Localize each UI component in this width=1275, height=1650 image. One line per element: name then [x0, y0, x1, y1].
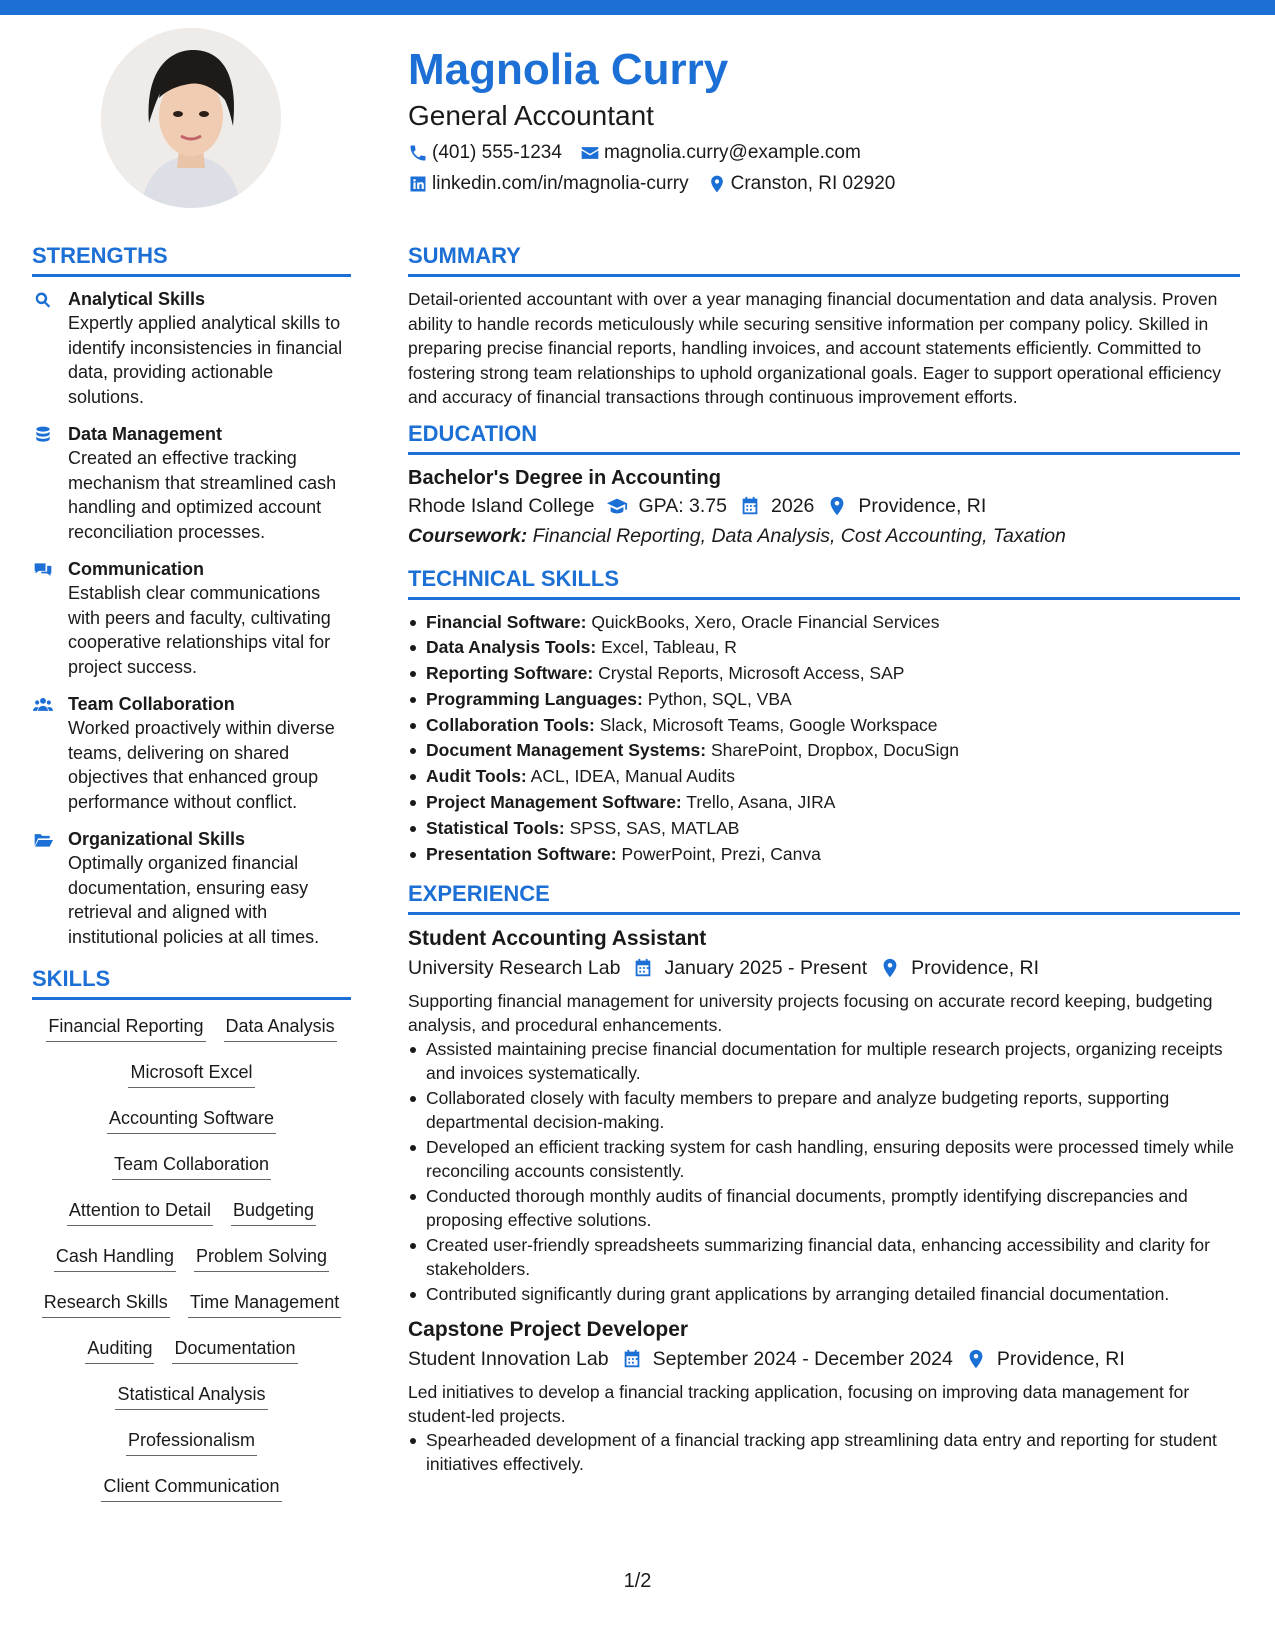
- profile-photo: [101, 28, 281, 208]
- skill-tag: Research Skills: [42, 1290, 170, 1318]
- summary-text: Detail-oriented accountant with over a year managing financial documentation and data analysis. Proven ability to handle records meticulously while securing sensitive information per company policy. Skilled in preparing precise financial reports, handling invoices, and account statements efficiently. Committed to fostering strong team relationships to uphold organizational goals. Eager to support operational efficiency and accuracy of financial transactions through continuous improvement efforts.: [408, 289, 1221, 407]
- resume-header: [408, 42, 1238, 196]
- job-meta: [408, 1344, 1240, 1374]
- tech-label: Project Management Software:: [426, 792, 682, 813]
- tech-label: Financial Software:: [426, 611, 587, 632]
- email-text[interactable]: magnolia.curry@example.com: [603, 142, 861, 163]
- location-contact: [707, 172, 896, 196]
- tech-value: ACL, IDEA, Manual Audits: [530, 766, 735, 787]
- comments-icon: [32, 560, 54, 580]
- coursework-label: Coursework:: [408, 524, 528, 547]
- skill-tag: Cash Handling: [54, 1244, 176, 1272]
- school-location: Providence, RI: [858, 494, 987, 517]
- list-item: Assisted maintaining precise financial documentation for multiple research projects, organizing receipts and invoices systematically.: [408, 1037, 1240, 1085]
- list-item: Spearheaded development of a financial tracking app streamlining data entry and reporting for student initiatives effectively.: [408, 1428, 1240, 1476]
- strength-title: Organizational Skills: [68, 829, 246, 849]
- strength-item: [32, 287, 351, 409]
- job-location: Providence, RI: [996, 1347, 1125, 1370]
- list-item: Contributed significantly during grant applications by arranging detailed financial documentation.: [408, 1282, 1240, 1306]
- skills-list: [32, 1014, 351, 1520]
- list-item: [408, 738, 1240, 762]
- summary-heading: SUMMARY: [408, 242, 1240, 277]
- strength-desc: Expertly applied analytical skills to identify inconsistencies in financial data, providing actionable solutions.: [68, 313, 343, 407]
- folder-open-icon: [32, 830, 54, 850]
- skill-tag: Time Management: [188, 1290, 341, 1318]
- list-item: [408, 790, 1240, 814]
- location-text: Cranston, RI 02920: [730, 173, 896, 194]
- strength-title: Data Management: [68, 424, 223, 444]
- skill-tag: Attention to Detail: [67, 1198, 213, 1226]
- strength-item: [32, 827, 351, 949]
- top-accent-bar: [0, 0, 1275, 15]
- experience-heading: EXPERIENCE: [408, 880, 1240, 915]
- skill-tag: Documentation: [172, 1336, 297, 1364]
- coursework-list: Financial Reporting, Data Analysis, Cost Accounting, Taxation: [532, 524, 1066, 547]
- school-name: Rhode Island College: [408, 494, 595, 517]
- tech-label: Document Management Systems:: [426, 740, 707, 761]
- job-title: Capstone Project Developer: [408, 1317, 689, 1341]
- contact-row-1: [408, 141, 1238, 165]
- page-number: 1/2: [623, 1570, 652, 1592]
- list-item: [408, 610, 1240, 634]
- candidate-name: Magnolia Curry: [408, 45, 729, 94]
- education-heading: EDUCATION: [408, 420, 1240, 455]
- tech-value: QuickBooks, Xero, Oracle Financial Services: [591, 611, 940, 632]
- strength-item: [32, 422, 351, 544]
- tech-label: Statistical Tools:: [426, 817, 565, 838]
- skill-tag: Professionalism: [126, 1428, 257, 1456]
- education-meta: [408, 491, 1240, 521]
- skill-tag: Problem Solving: [194, 1244, 329, 1272]
- map-marker-icon: [826, 495, 848, 517]
- skill-tag: Auditing: [85, 1336, 154, 1364]
- skill-tag: Data Analysis: [224, 1014, 337, 1042]
- email-contact[interactable]: [580, 141, 861, 165]
- skills-heading: SKILLS: [32, 965, 351, 1000]
- job-entry: [408, 1316, 1240, 1476]
- tech-value: Slack, Microsoft Teams, Google Workspace: [599, 714, 938, 735]
- phone-icon: [408, 143, 428, 163]
- right-column: [408, 242, 1240, 1486]
- job-org: University Research Lab: [408, 956, 621, 979]
- job-bullets: [408, 1428, 1240, 1476]
- technical-skills-heading: TECHNICAL SKILLS: [408, 565, 1240, 600]
- list-item: Conducted thorough monthly audits of financial documents, promptly identifying discrepancies and proposing effective solutions.: [408, 1184, 1240, 1232]
- job-location: Providence, RI: [911, 956, 1040, 979]
- coursework: [408, 521, 1240, 551]
- skill-tag: Microsoft Excel: [128, 1060, 254, 1088]
- graduation-cap-icon: [606, 495, 628, 517]
- calendar-icon: [739, 495, 761, 517]
- list-item: Developed an efficient tracking system for cash handling, ensuring deposits were processed timely while reconciling accounts consistently.: [408, 1135, 1240, 1183]
- tech-label: Collaboration Tools:: [426, 714, 595, 735]
- calendar-icon: [621, 1348, 643, 1370]
- technical-skills-list: [408, 610, 1240, 866]
- list-item: [408, 842, 1240, 866]
- tech-label: Audit Tools:: [426, 766, 527, 787]
- strength-title: Communication: [68, 559, 205, 579]
- skill-tag: Statistical Analysis: [115, 1382, 267, 1410]
- strength-desc: Establish clear communications with peers and faculty, cultivating cooperative relationships vital for project success.: [68, 583, 331, 677]
- tech-value: SharePoint, Dropbox, DocuSign: [710, 740, 960, 761]
- map-marker-icon: [879, 957, 901, 979]
- tech-value: Trello, Asana, JIRA: [686, 792, 836, 813]
- tech-label: Reporting Software:: [426, 663, 594, 684]
- contact-row-2: [408, 172, 1238, 196]
- job-description: Supporting financial management for university projects focusing on accurate record keeping, budgeting analysis, and procedural enhancements.: [408, 990, 1213, 1035]
- skill-tag: Financial Reporting: [46, 1014, 205, 1042]
- list-item: [408, 713, 1240, 737]
- map-marker-icon: [707, 174, 727, 194]
- list-item: [408, 764, 1240, 788]
- job-bullets: [408, 1037, 1240, 1306]
- search-icon: [32, 290, 54, 310]
- list-item: Created user-friendly spreadsheets summarizing financial data, enhancing accessibility and clarity for stakeholders.: [408, 1233, 1240, 1281]
- users-icon: [32, 695, 54, 715]
- linkedin-contact[interactable]: [408, 172, 689, 196]
- strength-desc: Created an effective tracking mechanism that streamlined cash handling and optimized account reconciliation processes.: [68, 448, 337, 542]
- map-marker-icon: [965, 1348, 987, 1370]
- tech-value: Excel, Tableau, R: [601, 637, 737, 658]
- tech-value: Python, SQL, VBA: [647, 688, 792, 709]
- strengths-heading: STRENGTHS: [32, 242, 351, 277]
- strength-item: [32, 692, 351, 814]
- calendar-icon: [632, 957, 654, 979]
- tech-label: Presentation Software:: [426, 843, 617, 864]
- job-org: Student Innovation Lab: [408, 1347, 609, 1370]
- list-item: [408, 816, 1240, 840]
- job-meta: [408, 953, 1240, 983]
- gpa-text: GPA: 3.75: [638, 494, 727, 517]
- skill-tag: Client Communication: [101, 1474, 281, 1502]
- skill-tag: Budgeting: [231, 1198, 316, 1226]
- list-item: Collaborated closely with faculty members to prepare and analyze budgeting reports, supporting departmental decision-making.: [408, 1086, 1240, 1134]
- tech-value: SPSS, SAS, MATLAB: [569, 817, 740, 838]
- strength-item: [32, 557, 351, 679]
- strength-title: Analytical Skills: [68, 289, 206, 309]
- phone-contact: [408, 141, 562, 165]
- list-item: [408, 661, 1240, 685]
- strength-desc: Optimally organized financial documentation, ensuring easy retrieval and aligned with institutional policies at all times.: [68, 853, 320, 947]
- job-description: Led initiatives to develop a financial tracking application, focusing on improving data management for student-led projects.: [408, 1381, 1190, 1426]
- linkedin-text[interactable]: linkedin.com/in/magnolia-curry: [432, 173, 689, 194]
- envelope-icon: [580, 143, 600, 163]
- job-dates: September 2024 - December 2024: [652, 1347, 953, 1370]
- tech-value: Crystal Reports, Microsoft Access, SAP: [598, 663, 905, 684]
- tech-label: Programming Languages:: [426, 688, 643, 709]
- left-column: [32, 242, 351, 1520]
- job-entry: [408, 925, 1240, 1306]
- list-item: [408, 635, 1240, 659]
- linkedin-icon: [408, 174, 428, 194]
- strength-title: Team Collaboration: [68, 694, 235, 714]
- tech-label: Data Analysis Tools:: [426, 637, 597, 658]
- skill-tag: Team Collaboration: [112, 1152, 271, 1180]
- skill-tag: Accounting Software: [107, 1106, 276, 1134]
- list-item: [408, 687, 1240, 711]
- database-icon: [32, 425, 54, 445]
- degree-title: Bachelor's Degree in Accounting: [408, 466, 721, 489]
- job-title: Student Accounting Assistant: [408, 926, 707, 950]
- phone-text: (401) 555-1234: [432, 142, 562, 163]
- tech-value: PowerPoint, Prezi, Canva: [621, 843, 821, 864]
- candidate-title: General Accountant: [408, 100, 654, 131]
- graduation-year: 2026: [771, 494, 815, 517]
- job-dates: January 2025 - Present: [664, 956, 868, 979]
- strength-desc: Worked proactively within diverse teams, delivering on shared objectives that enhanced group performance without conflict.: [68, 718, 335, 812]
